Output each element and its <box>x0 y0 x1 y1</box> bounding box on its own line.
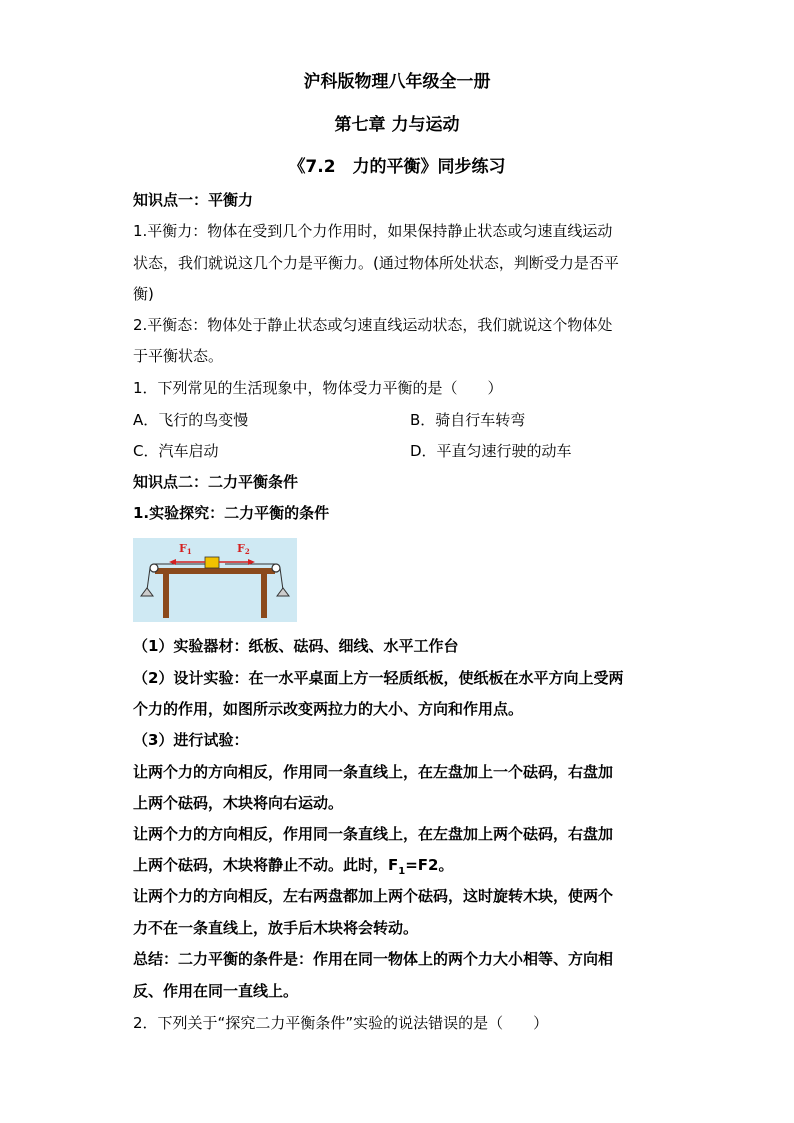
book-title: 沪科版物理八年级全一册 <box>303 72 491 92</box>
step-2-design-line-2: 个力的作用，如图所示改变两拉力的大小、方向和作用点。 <box>133 700 524 718</box>
wooden-block <box>205 557 219 568</box>
step-3-experiment: （3）进行试验： <box>133 731 249 749</box>
question-1-option-c: C．汽车启动 <box>133 442 219 460</box>
kp1-paragraph-1-line-1: 1.平衡力：物体在受到几个力作用时，如果保持静止状态或匀速直线运动 <box>133 222 613 240</box>
experiment-figure <box>133 538 297 622</box>
figure-background <box>133 538 297 622</box>
question-1-stem: 1．下列常见的生活现象中，物体受力平衡的是（ ） <box>133 379 503 397</box>
table-top <box>155 568 275 574</box>
table-leg-right <box>261 574 267 618</box>
experiment-3-line-1: 让两个力的方向相反，左右两盘都加上两个砝码，这时旋转木块，使两个 <box>133 887 614 905</box>
question-1-option-b: B．骑自行车转弯 <box>410 411 526 429</box>
experiment-3-line-2: 力不在一条直线上，放手后木块将会转动。 <box>133 919 419 937</box>
knowledge-point-1-heading: 知识点一：平衡力 <box>133 191 254 209</box>
kp1-paragraph-2-line-1: 2.平衡态：物体处于静止状态或匀速直线运动状态，我们就说这个物体处 <box>133 316 613 334</box>
experiment-subheading: 1.实验探究：二力平衡的条件 <box>133 504 330 522</box>
summary-line-2: 反、作用在同一直线上。 <box>133 982 299 1000</box>
experiment-2-line-1: 让两个力的方向相反，作用同一条直线上，在左盘加上两个砝码，右盘加 <box>133 825 614 843</box>
pulley-left <box>150 564 158 572</box>
experiment-1-line-1: 让两个力的方向相反，作用同一条直线上，在左盘加上一个砝码，右盘加 <box>133 763 614 781</box>
section-title: 《7.2 力的平衡》同步练习 <box>288 157 506 177</box>
pulley-right <box>272 564 280 572</box>
kp1-paragraph-1-line-3: 衡) <box>133 285 154 303</box>
chapter-title: 第七章 力与运动 <box>334 115 460 135</box>
table-leg-left <box>163 574 169 618</box>
experiment-1-line-2: 上两个砝码，木块将向右运动。 <box>133 794 344 812</box>
knowledge-point-2-heading: 知识点二：二力平衡条件 <box>133 473 299 491</box>
step-2-design-line-1: （2）设计实验：在一水平桌面上方一轻质纸板，使纸板在水平方向上受两 <box>133 669 624 687</box>
question-2-stem: 2．下列关于“探究二力平衡条件”实验的说法错误的是（ ） <box>133 1014 549 1032</box>
experiment-2-line-2: 上两个砝码，木块将静止不动。此时，$F_1=F2$。 <box>133 856 454 877</box>
kp1-paragraph-1-line-2: 状态，我们就说这几个力是平衡力。(通过物体所处状态，判断受力是否平 <box>133 254 619 272</box>
force-label-f2: F2 <box>237 542 250 556</box>
step-1-materials: （1）实验器材：纸板、砝码、细线、水平工作台 <box>133 637 459 655</box>
kp1-paragraph-2-line-2: 于平衡状态。 <box>133 347 224 365</box>
summary-line-1: 总结：二力平衡的条件是：作用在同一物体上的两个力大小相等、方向相 <box>133 950 614 968</box>
force-label-f1: F1 <box>179 542 192 556</box>
question-1-option-d: D．平直匀速行驶的动车 <box>410 442 572 460</box>
question-1-option-a: A．飞行的鸟变慢 <box>133 411 249 429</box>
